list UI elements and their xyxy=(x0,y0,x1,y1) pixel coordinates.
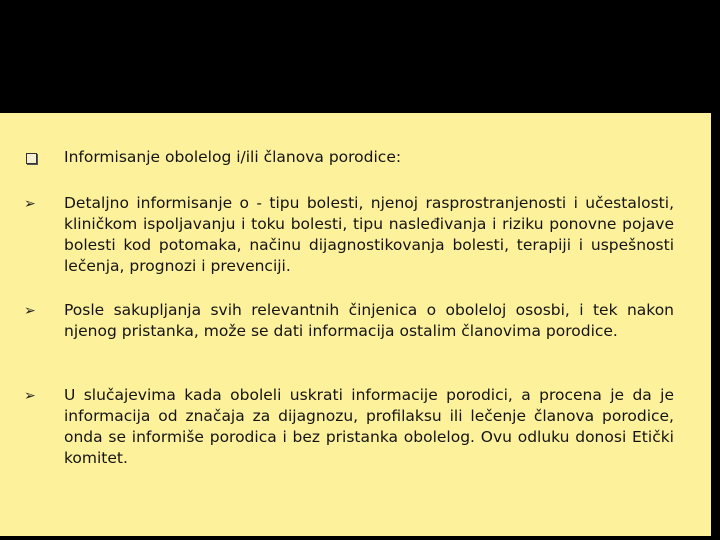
header-band xyxy=(0,0,720,113)
bullet-item-informisanje xyxy=(24,147,674,168)
square-bullet-shape xyxy=(26,153,37,164)
arrow-bullet-icon: ➢ xyxy=(24,196,36,212)
bullet-text: U slučajevima kada oboleli uskrati informacije porodici, a procena je da je informacija od značaja za dijagnozu, profilaksu ili lečenje članova porodice, onda se informiše porodica i bez pristanka obolelog. Ovu odluku donosi Etički komitet. xyxy=(64,386,674,467)
bullet-item-u-slucajevima xyxy=(24,385,674,469)
arrow-bullet-icon: ➢ xyxy=(24,303,36,319)
square-bullet-icon xyxy=(24,148,42,168)
bullet-text: Posle sakupljanja svih relevantnih činjenica o oboleloj ososbi, i tek nakon njenog pristanka, može se dati informacija ostalim članovima porodice. xyxy=(64,301,674,340)
arrow-bullet-icon: ➢ xyxy=(24,388,36,404)
bullet-item-posle-sakupljanja xyxy=(24,300,674,342)
bullet-text: Detaljno informisanje o - tipu bolesti, njenoj rasprostranjenosti i učestalosti, kliničkom ispoljavanju i toku bolesti, tipu nasleđivanja i riziku ponovne pojave bolesti kod potomaka, načinu dijagnostikovanja bolesti, terapiji i uspešnosti lečenja, prognozi i prevenciji. xyxy=(64,194,674,275)
bullet-item-detaljno-informisanje xyxy=(24,193,674,277)
bullet-text: Informisanje obolelog i/ili članova porodice: xyxy=(64,148,402,166)
